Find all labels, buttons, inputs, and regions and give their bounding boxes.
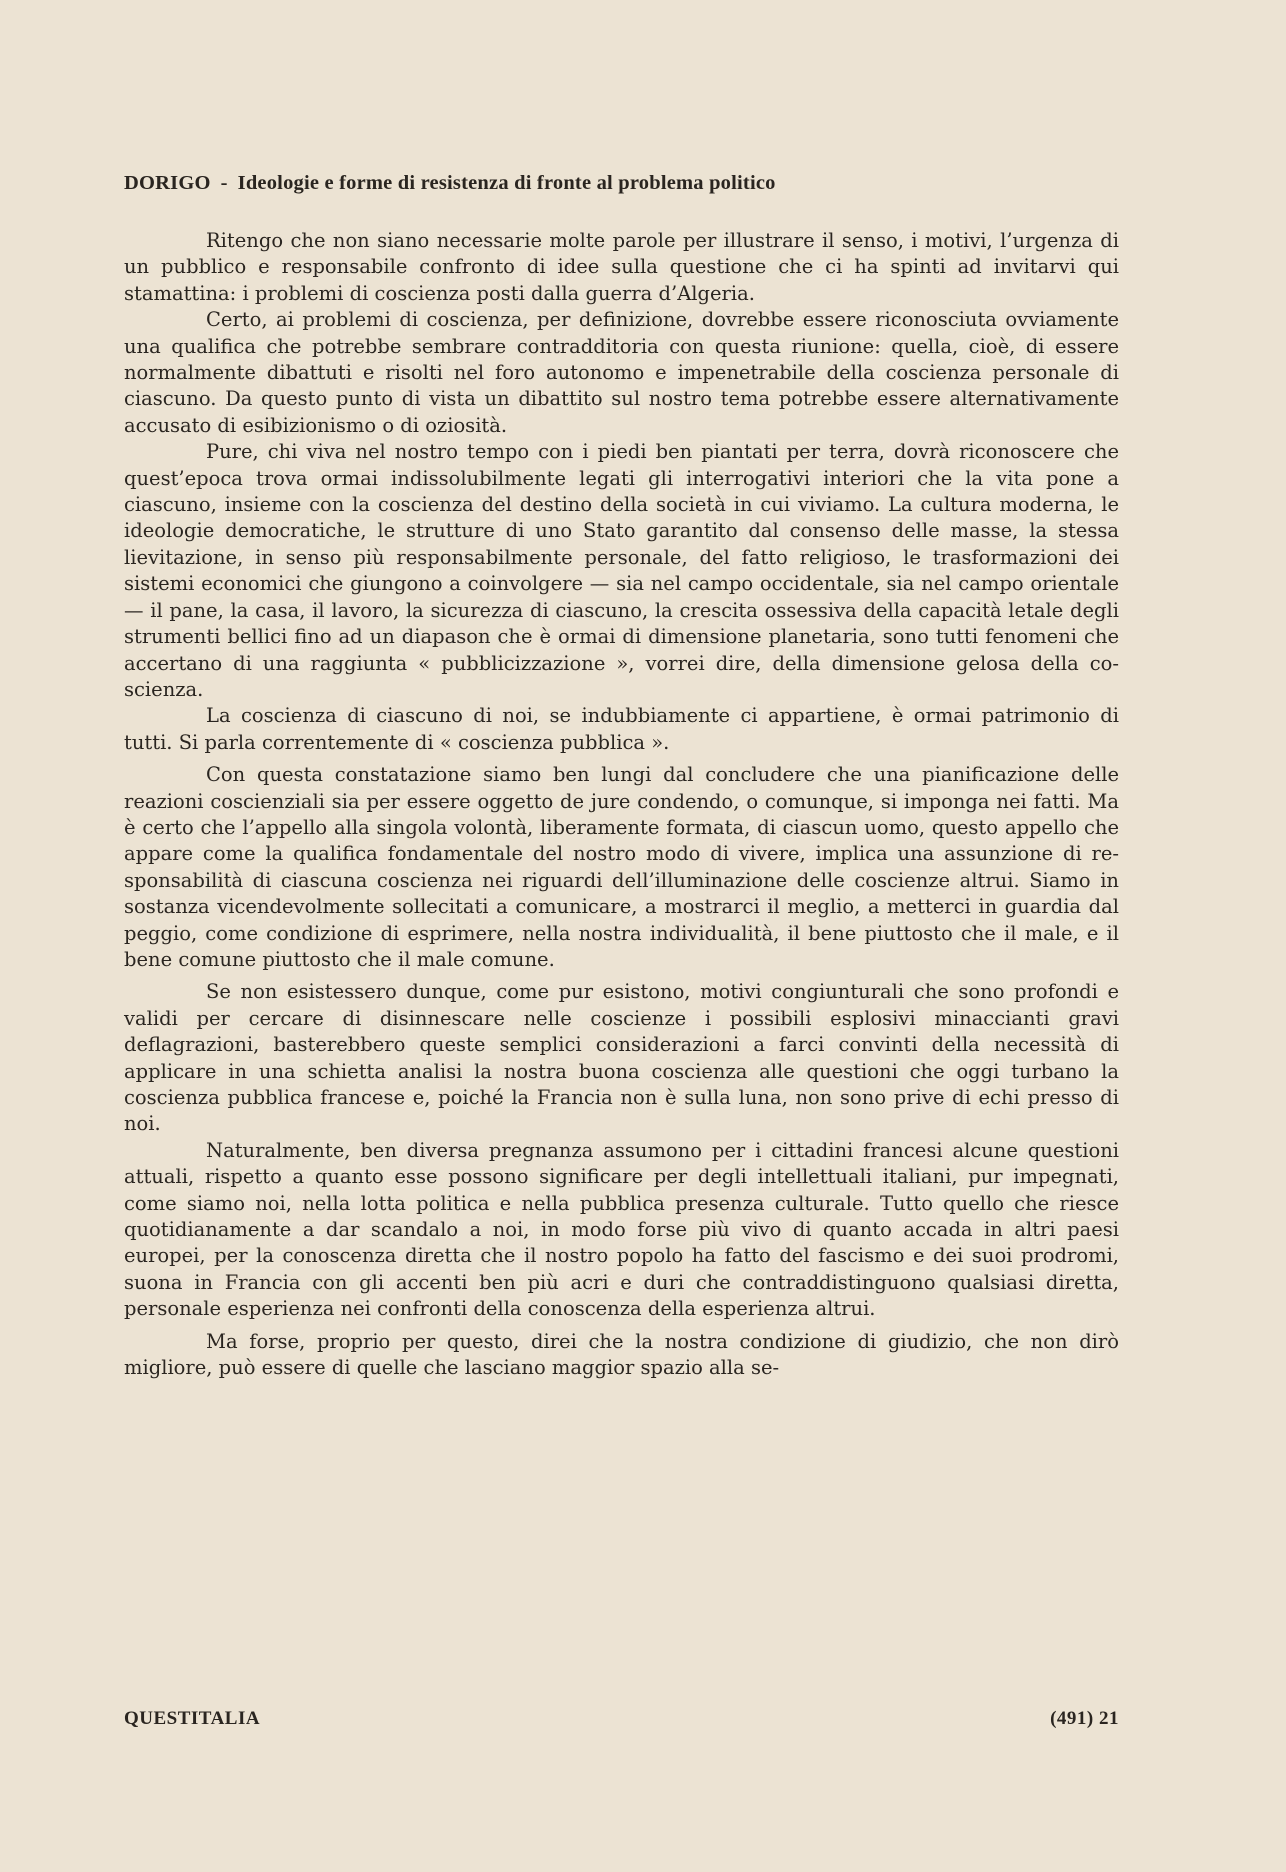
paragraph: Naturalmente, ben diversa pregnanza assumono per i cittadini francesi alcune questioni attuali, rispetto a quanto esse possono significare per degli intellettuali italiani, pur impegnati, come siamo noi, nella lotta politica e nella pubblica presenza culturale. Tutto quello che riesce quotidianamente a dar scandalo a noi, in modo forse più vivo di quanto accada in altri paesi europei, per la conoscenza diretta che il nostro popolo ha fatto del fascismo e dei suoi prodromi, suona in Francia con gli accenti ben più acri e duri che contraddistinguono qualsiasi diretta, personale esperienza nei confronti della conoscenza della esperienza altrui. xyxy=(124,1138,1119,1321)
page-number: (491) 21 xyxy=(1050,1708,1119,1729)
paragraph: La coscienza di ciascuno di noi, se indubbiamente ci appartiene, è ormai patrimonio di tutti. Si parla correntemente di « coscienza pubblica ». xyxy=(124,704,1119,754)
author-name: DORIGO xyxy=(124,172,211,194)
paragraph: Ritengo che non siano necessarie molte parole per illustrare il senso, i motivi, l’urgenza di un pubblico e responsabile confronto di idee sulla questione che ci ha spinti ad invitarvi qui stamattina: i problemi di coscienza posti dalla guerra d’Algeria. xyxy=(124,229,1119,305)
paragraph: Se non esistessero dunque, come pur esistono, motivi congiunturali che sono profondi e validi per cercare di disinnescare nelle coscienze i possibili esplosivi minaccianti gravi deflagrazioni, basterebbero queste semplici considerazioni a farci convinti della necessità di applicare in una schietta analisi la nostra buona coscienza alle questioni che oggi turbano la coscienza pubblica francese e, poiché la Francia non è sulla luna, non sono prive di echi presso di noi. xyxy=(124,980,1119,1136)
article-title: Ideologie e forme di resistenza di fronte al problema politico xyxy=(237,172,776,194)
article-body xyxy=(124,228,1119,1381)
header-separator: - xyxy=(220,172,228,194)
paragraph: Con questa constatazione siamo ben lungi dal concludere che una pianificazione delle reazioni coscienziali sia per essere oggetto de jure condendo, o comunque, si imponga nei fatti. Ma è certo che l’appello alla singola volontà, liberamente formata, di ciascun uomo, questo appello che appare come la qualifica fondamentale del nostro modo di vivere, implica una assunzione di responsabilità di ciascuna coscienza nei riguardi dell’illuminazione delle coscienze altrui. Siamo in sostanza vicendevolmente sollecitati a comunicare, a mostrarci il meglio, a metterci in guardia dal peggio, come condizione di esprimere, nella nostra individualità, il bene piuttosto che il male, e il bene comune piuttosto che il male comune. xyxy=(124,763,1119,971)
article-header xyxy=(124,172,1044,195)
journal-name: QUESTITALIA xyxy=(124,1708,261,1729)
paragraph: Certo, ai problemi di coscienza, per definizione, dovrebbe essere riconosciuta ovviamente una qualifica che potrebbe sembrare contradditoria con questa riunione: quella, cioè, di essere normalmente dibattuti e risolti nel foro autonomo e impenetrabile della coscienza personale di ciascuno. Da questo punto di vista un dibattito sul nostro tema potrebbe essere alternativamente accusato di esibizionismo o di oziosità. xyxy=(124,308,1119,437)
page-footer xyxy=(124,1708,1119,1730)
paragraph: Ma forse, proprio per questo, direi che la nostra condizione di giudizio, che non dirò migliore, può essere di quelle che lasciano maggior spazio alla se- xyxy=(124,1329,1119,1380)
paragraph: Pure, chi viva nel nostro tempo con i piedi ben piantati per terra, dovrà riconoscere che quest’epoca trova ormai indissolubilmente legati gli interrogativi interiori che la vita pone a ciascuno, insieme con la coscienza del destino della società in cui viviamo. La cultura moderna, le ideologie democratiche, le strutture di uno Stato garantito dal consenso delle masse, la stessa lievitazione, in senso più responsabilmente personale, del fatto religioso, le trasformazioni dei sistemi economici che giungono a coinvolgere — sia nel campo occidentale, sia nel campo orientale — il pane, la casa, il lavoro, la sicurezza di ciascuno, la crescita ossessiva della capacità letale degli strumenti bellici fino ad un diapason che è ormai di dimensione planetaria, sono tutti fenomeni che accertano di una raggiunta « pubblicizzazione », vorrei dire, della dimensione gelosa della coscienza. xyxy=(124,440,1119,701)
